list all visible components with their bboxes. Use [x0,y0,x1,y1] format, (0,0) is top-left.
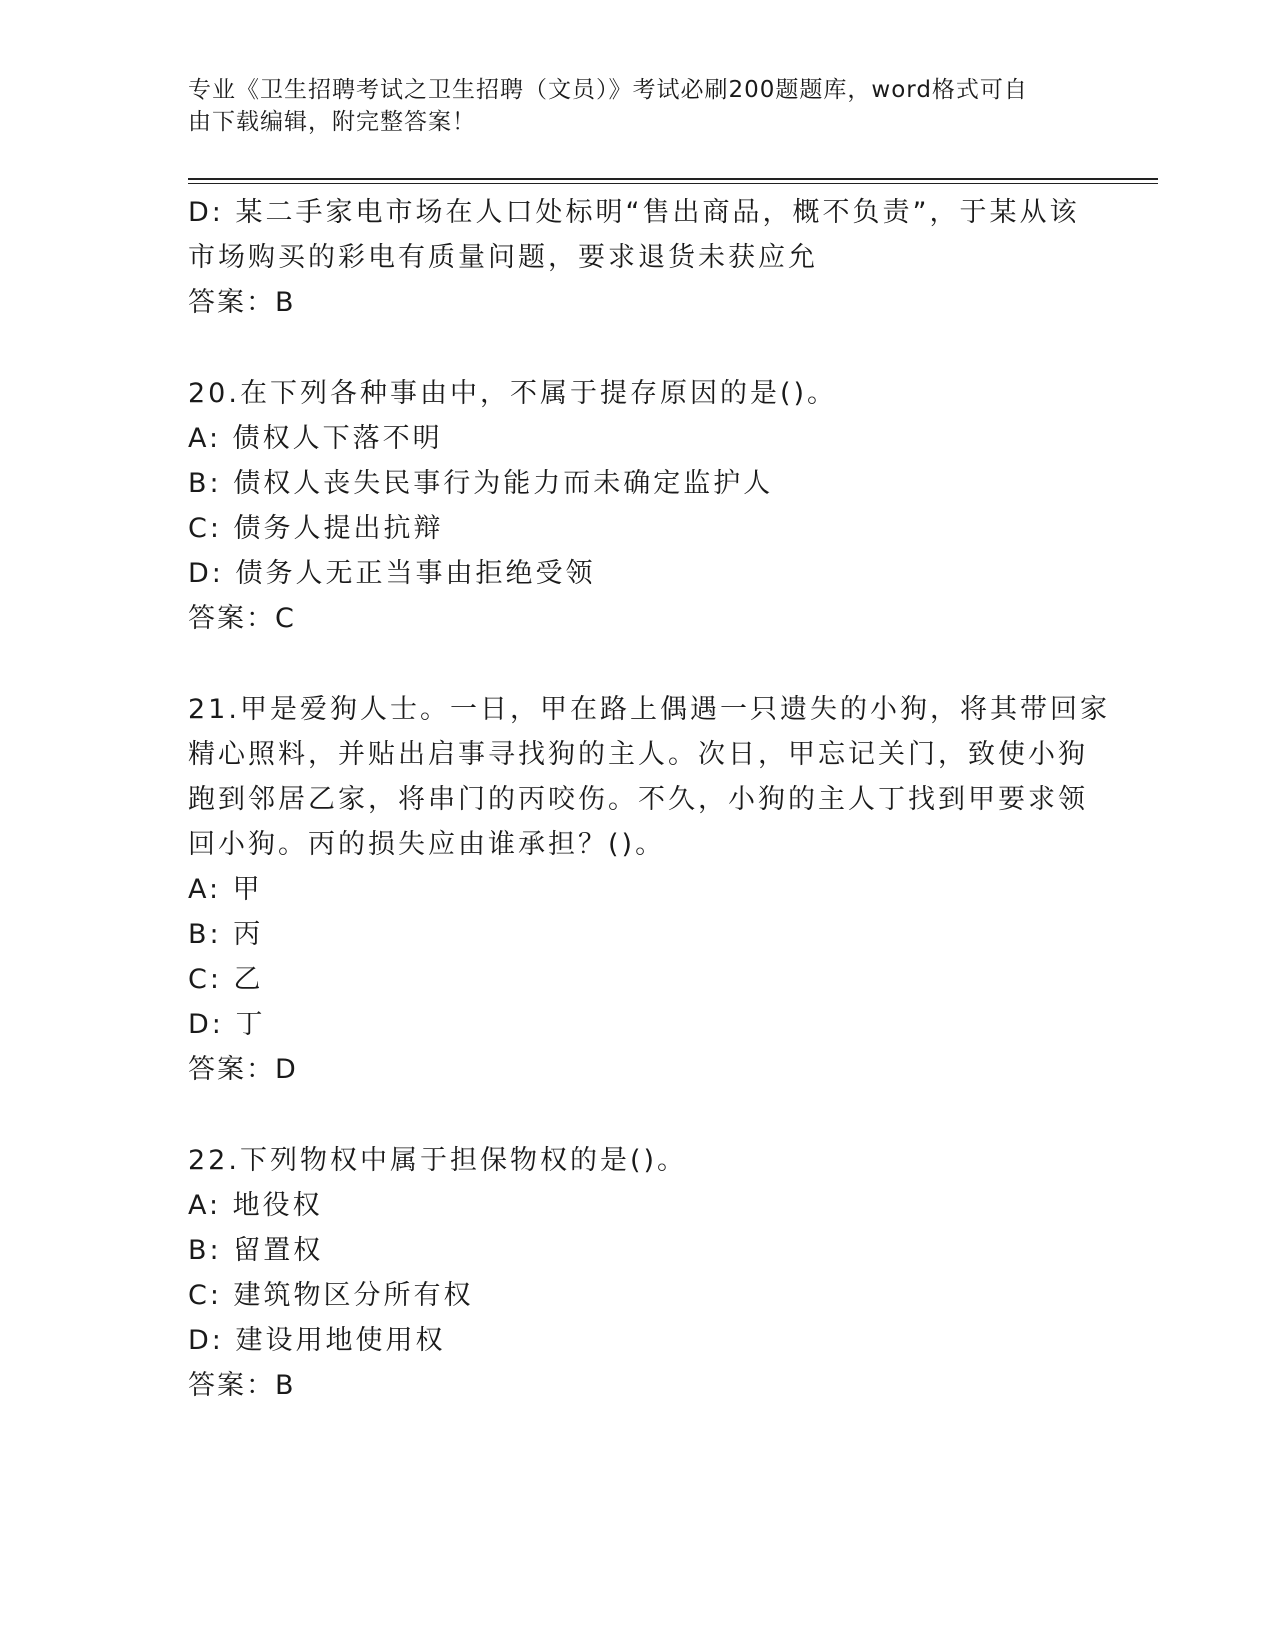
answer: 答案：C [188,603,296,634]
answer: 答案：B [188,287,296,318]
header-line-1: 专业《卫生招聘考试之卫生招聘（文员）》考试必刷200题题库，word格式可自 [188,77,1028,103]
answer: 答案：D [188,1054,298,1085]
question-stem-continued: 跑到邻居乙家，将串门的丙咬伤。不久，小狗的主人丁找到甲要求领 [188,784,1088,815]
option-d: D: 丁 [188,1009,266,1040]
question-stem-continued: 精心照料，并贴出启事寻找狗的主人。次日，甲忘记关门，致使小狗 [188,739,1088,770]
option-a: A: 债权人下落不明 [188,423,443,454]
option-b: B: 丙 [188,919,264,950]
option-c: C: 建筑物区分所有权 [188,1280,474,1311]
header-rule-thick [188,178,1158,180]
option-b: B: 留置权 [188,1235,324,1266]
option-c: C: 债务人提出抗辩 [188,513,444,544]
question-21 [188,687,1110,1092]
prev-question-tail [188,190,1088,325]
option-c: C: 乙 [188,964,264,995]
option-d: D: 建设用地使用权 [188,1325,446,1356]
option-d: D: 某二手家电市场在人口处标明“售出商品，概不负责”，于某从该 [188,197,1080,228]
option-d: D: 债务人无正当事由拒绝受领 [188,558,596,589]
header-rule-thin [188,183,1158,184]
header-line-2: 由下载编辑，附完整答案！ [188,109,476,135]
option-d-continued: 市场购买的彩电有质量问题，要求退货未获应允 [188,242,818,273]
option-a: A: 甲 [188,874,263,905]
document-header [188,74,1068,138]
question-stem-continued: 回小狗。丙的损失应由谁承担？()。 [188,829,666,860]
option-b: B: 债权人丧失民事行为能力而未确定监护人 [188,468,774,499]
question-20 [188,371,1088,641]
question-22 [188,1138,1088,1408]
answer: 答案：B [188,1370,296,1401]
option-a: A: 地役权 [188,1190,323,1221]
question-stem: 21.甲是爱狗人士。一日，甲在路上偶遇一只遗失的小狗，将其带回家 [188,694,1110,725]
question-stem: 22.下列物权中属于担保物权的是()。 [188,1145,688,1176]
document-body [188,190,1110,1408]
question-stem: 20.在下列各种事由中，不属于提存原因的是()。 [188,378,838,409]
